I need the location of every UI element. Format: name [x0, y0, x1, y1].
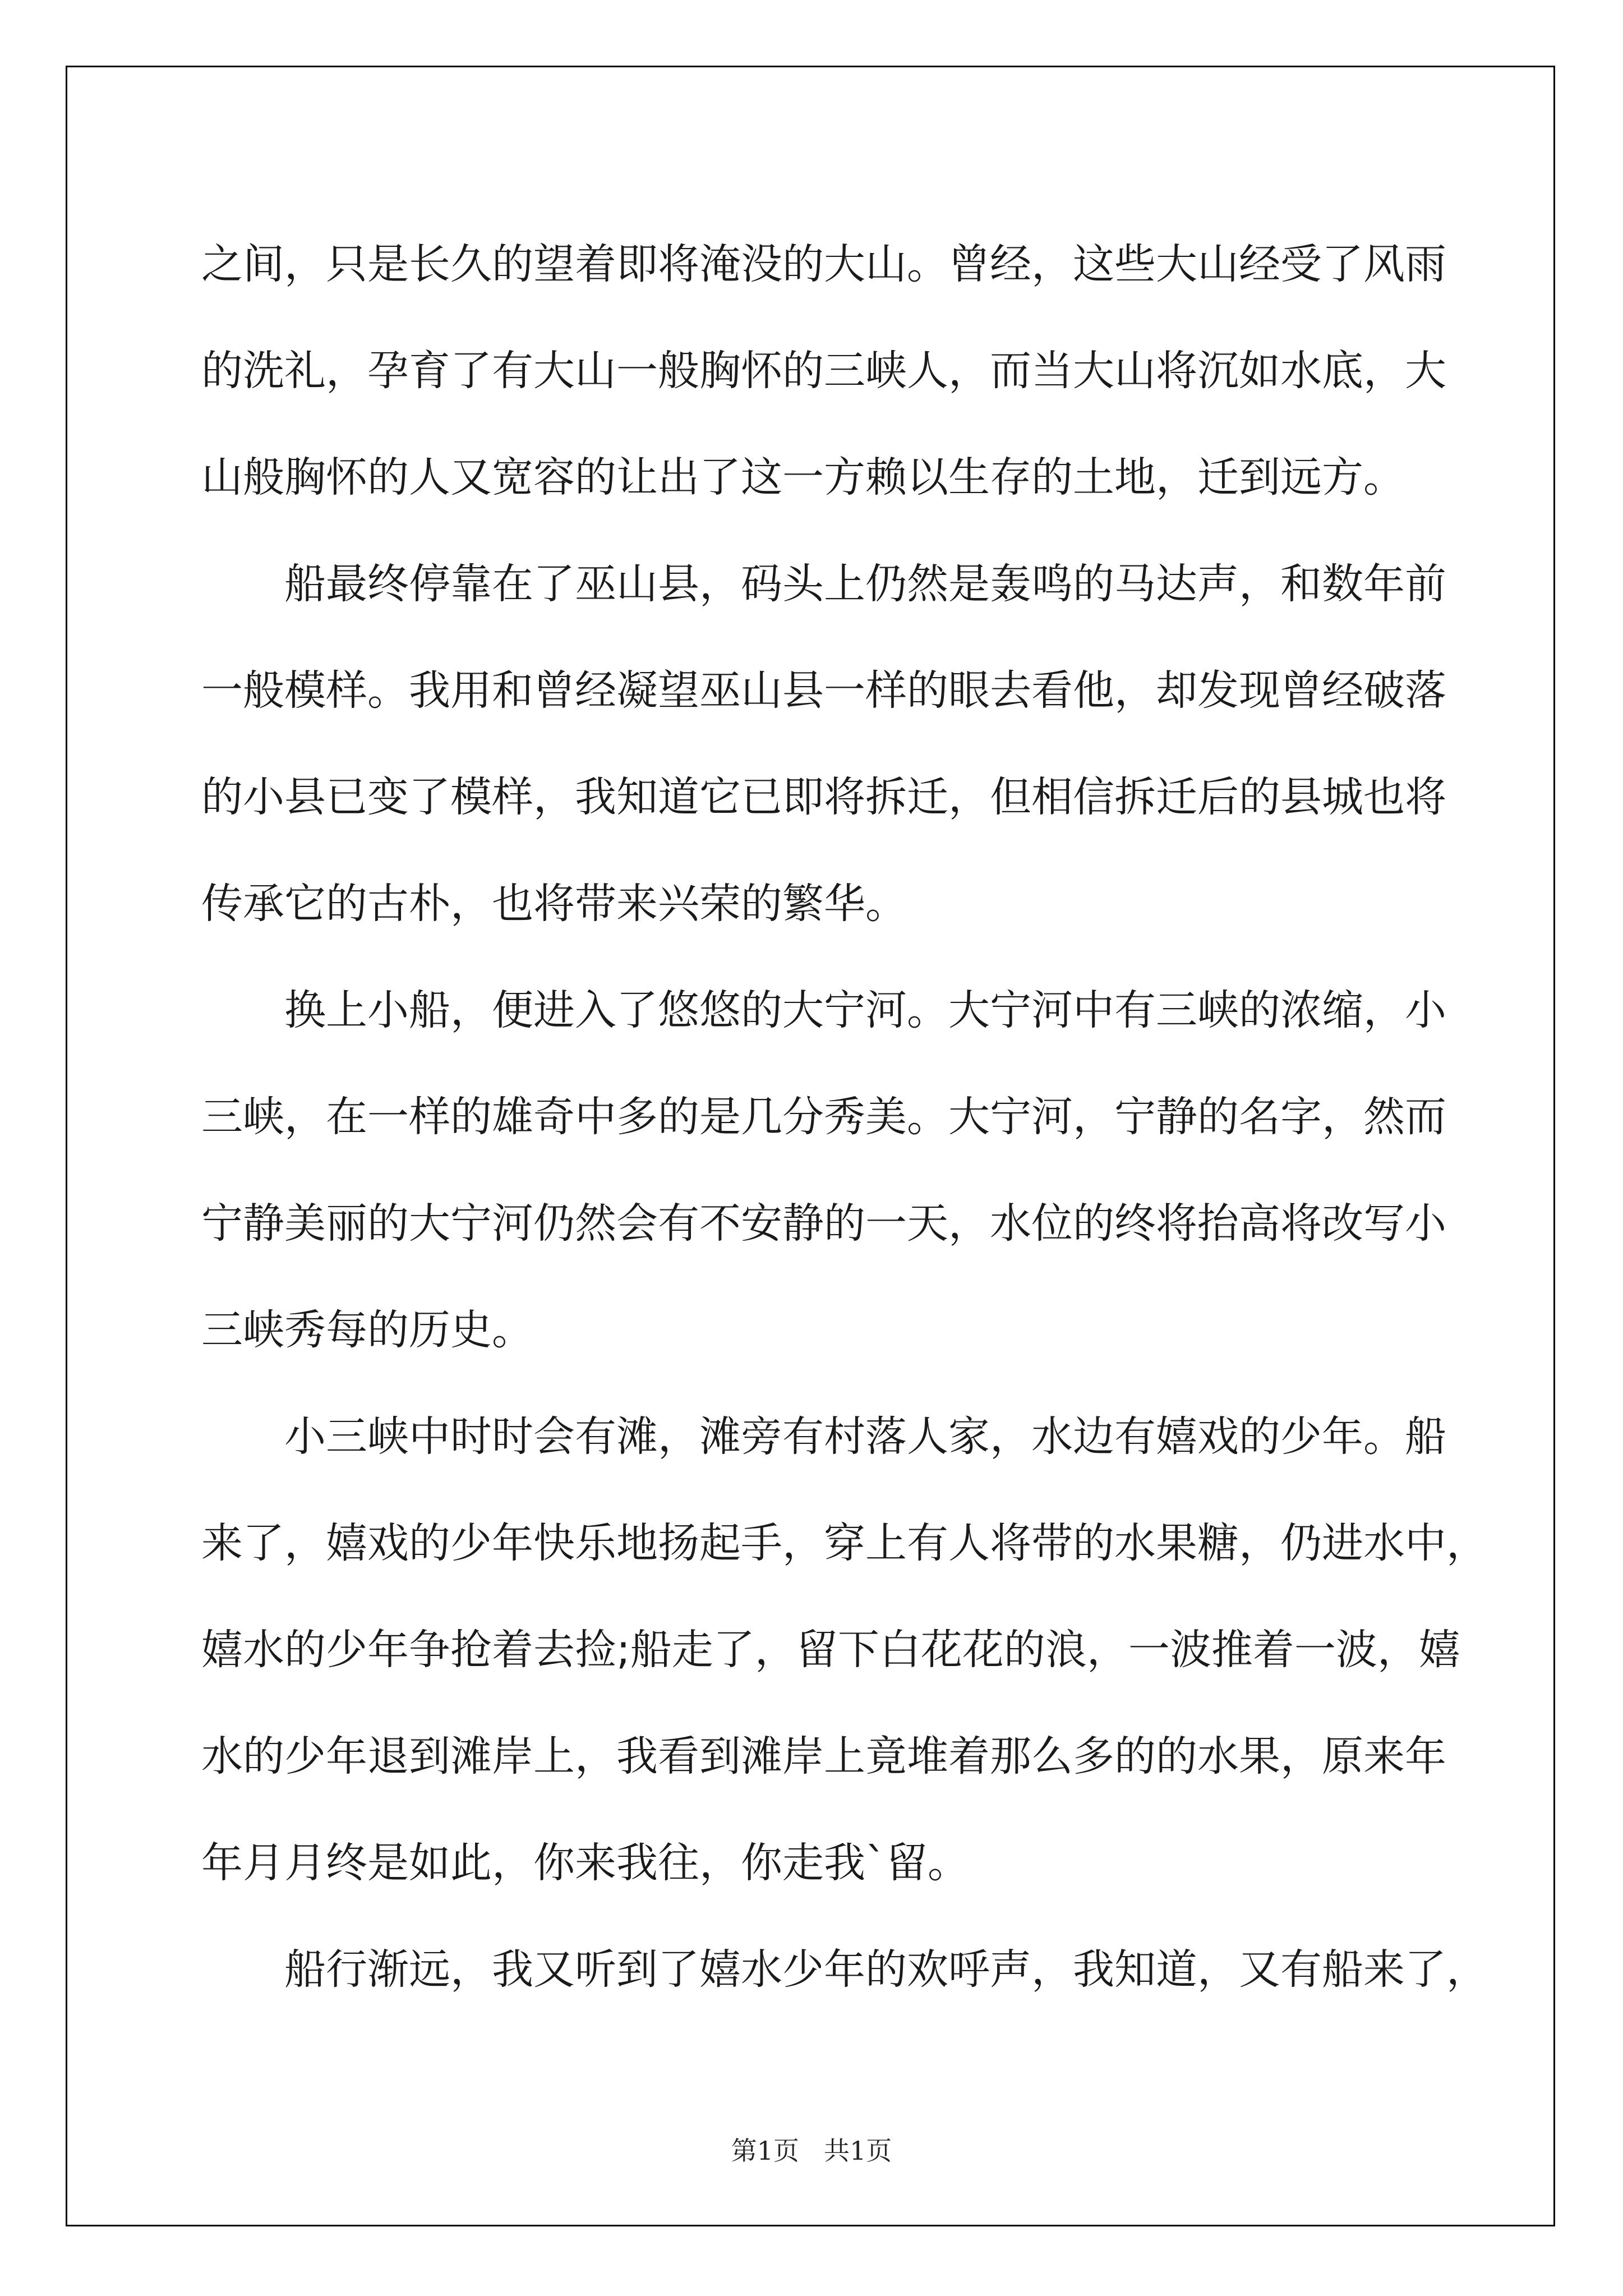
document-body	[201, 211, 1488, 2023]
footer-separator	[799, 2136, 824, 2166]
text-line: 船行渐远，我又听到了嬉水少年的欢呼声，我知道，又有船来了，	[284, 1945, 1488, 1994]
text-line: 之间，只是长久的望着即将淹没的大山。曾经，这些大山经受了风雨	[201, 240, 1446, 288]
page-total: 共1页	[823, 2136, 892, 2166]
text-line: 三峡，在一样的雄奇中多的是几分秀美。大宁河，宁静的名字，然而	[201, 1093, 1446, 1141]
page-footer	[0, 2131, 1623, 2168]
text-line: 传承它的古朴，也将带来兴荣的繁华。	[201, 880, 907, 928]
page-number: 第1页	[731, 2136, 800, 2166]
text-line: 船最终停靠在了巫山县，码头上仍然是轰鸣的马达声，和数年前	[284, 560, 1446, 608]
text-line: 一般模样。我用和曾经凝望巫山县一样的眼去看他，却发现曾经破落	[201, 666, 1446, 715]
text-line: 的洗礼，孕育了有大山一般胸怀的三峡人，而当大山将沉如水底，大	[201, 347, 1446, 395]
text-line: 来了，嬉戏的少年快乐地扬起手，穿上有人将带的水果糖，仍进水中，	[201, 1519, 1488, 1567]
text-line: 宁静美丽的大宁河仍然会有不安静的一天，水位的终将抬高将改写小	[201, 1199, 1446, 1248]
text-line: 换上小船，便进入了悠悠的大宁河。大宁河中有三峡的浓缩，小	[284, 986, 1446, 1034]
text-line: 山般胸怀的人又宽容的让出了这一方赖以生存的土地，迁到远方。	[201, 453, 1405, 501]
text-line: 年月月终是如此，你来我往，你走我`留。	[201, 1839, 969, 1887]
text-line: 三峡秀每的历史。	[201, 1306, 533, 1354]
text-line: 嬉水的少年争抢着去捡;船走了，留下白花花的浪，一波推着一波，嬉	[201, 1626, 1460, 1674]
text-line: 的小县已变了模样，我知道它已即将拆迁，但相信拆迁后的县城也将	[201, 773, 1446, 821]
text-line: 小三峡中时时会有滩，滩旁有村落人家，水边有嬉戏的少年。船	[284, 1412, 1446, 1461]
text-line: 水的少年退到滩岸上，我看到滩岸上竟堆着那么多的的水果，原来年	[201, 1732, 1446, 1780]
